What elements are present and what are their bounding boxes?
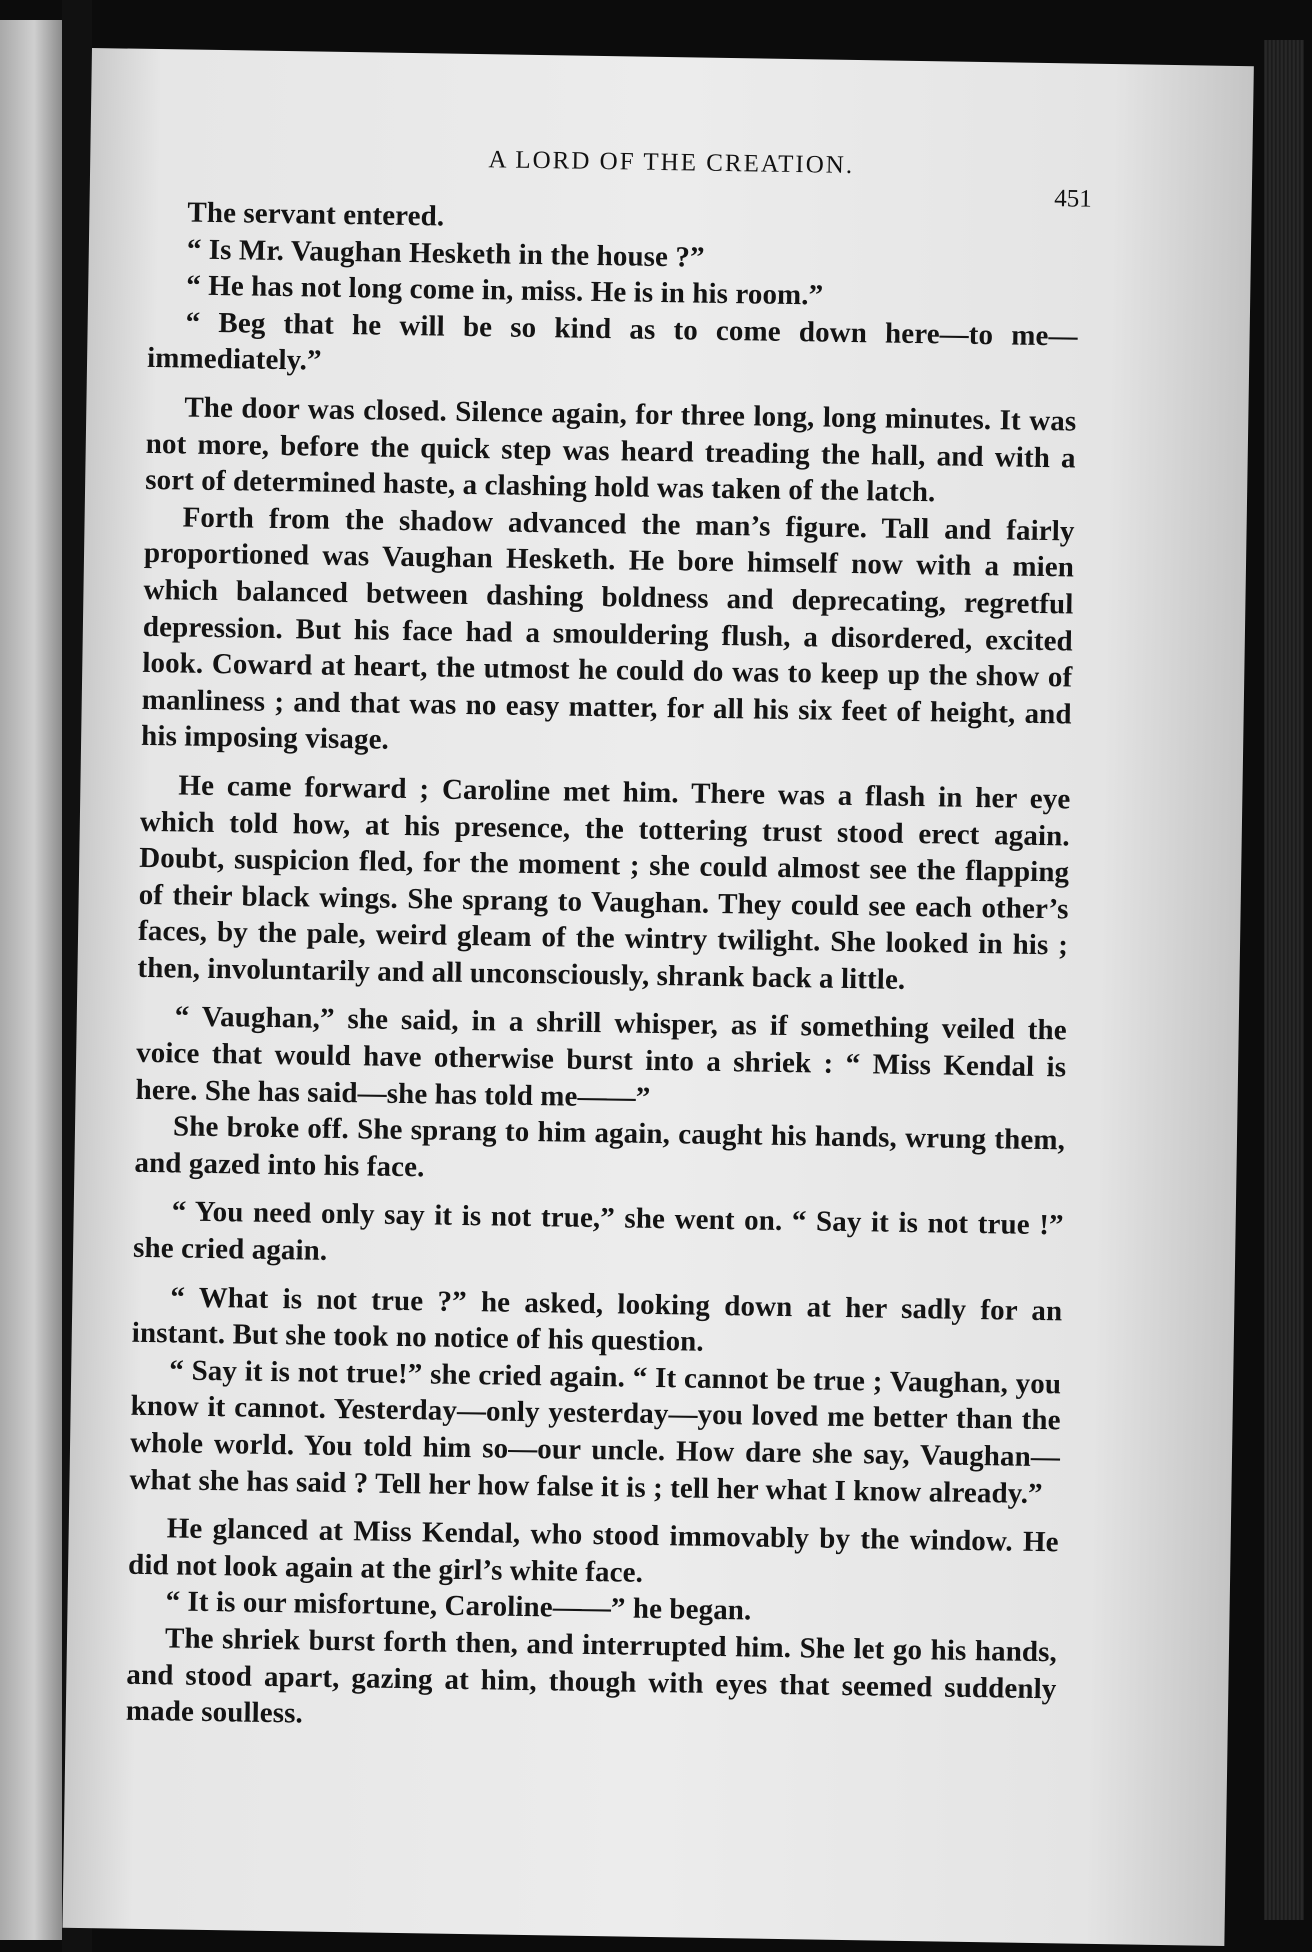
paragraph: Forth from the shadow advanced the man’s figure. Tall and fairly proportioned was Vaughan Hesketh. He bore himself now with a mien which balanced between dashing boldness and deprecating, regretful depression. But his face had a smouldering flush, a disordered, excited look. Coward at heart, the utmost he could do was to keep up the show of manliness ; and that was no easy matter, for all his six feet of height, and his imposing visage. bbox=[140, 501, 1075, 757]
facing-page-edge bbox=[0, 20, 62, 1940]
page-number: 451 bbox=[1054, 185, 1092, 213]
paragraph: The door was closed. Silence again, for three long, long minutes. It was not more, before the quick step was heard treading the hall, and with a sort of determined haste, a clashing hold was taken of the latch. bbox=[144, 391, 1077, 509]
paragraph: He came forward ; Caroline met him. There was a flash in her eye which told how, at his presence, the tottering trust stood erect again. Doubt, suspicion fled, for the moment ; she could almost see the flapping of their black wings. She sprang to Vaughan. They could see each other’s faces, by the pale, weird gleam of the wintry twilight. She looked in his ; then, involuntarily and all unconsciously, shrank back a little. bbox=[137, 769, 1071, 996]
book-page bbox=[62, 48, 1253, 1946]
paragraph: “ Beg that he will be so kind as to come down here—to me—immediately.” bbox=[146, 306, 1078, 378]
paragraph: The servant entered. bbox=[187, 196, 445, 233]
page-header bbox=[91, 140, 1253, 213]
paragraph: He glanced at Miss Kendal, who stood immovably by the window. He did not look again at the girl’s white face. bbox=[127, 1512, 1059, 1589]
page-block-edges bbox=[1264, 40, 1304, 1920]
paragraph: “ You need only say it is not true,” she went on. “ Say it is not true !” she cried again. bbox=[132, 1195, 1064, 1267]
paragraph: “ He has not long come in, miss. He is in his room.” bbox=[186, 269, 824, 312]
paragraph: “ Vaughan,” she said, in a shrill whisper, as if something veiled the voice that would have otherwise burst into a shriek : “ Miss Kendal is here. She has said—she has told me——” bbox=[135, 1000, 1067, 1114]
paragraph: “ What is not true ?” he asked, looking down at her sadly for an instant. But she took no notice of his question. bbox=[131, 1281, 1063, 1358]
paragraph: “ Is Mr. Vaughan Hesketh in the house ?” bbox=[186, 233, 705, 274]
running-head: A LORD OF THE CREATION. bbox=[488, 146, 855, 179]
paragraph: “ Say it is not true!” she cried again. “ It cannot be true ; Vaughan, you know it cannot. Yesterday—only yesterday—you loved me better than the whole world. You told him so—our uncle. How dare she say, Vaughan—what she has said ? Tell her how false it is ; tell her what I know already.” bbox=[129, 1354, 1062, 1510]
paragraph: The shriek burst forth then, and interrupted him. She let go his hands, and stood apart, gazing at him, though with eyes that seemed suddenly made soulless. bbox=[125, 1622, 1058, 1730]
paragraph: She broke off. She sprang to him again, caught his hands, wrung them, and gazed into his face. bbox=[134, 1110, 1066, 1184]
paragraph: “ It is our misfortune, Caroline——” he began. bbox=[165, 1585, 752, 1627]
body-text bbox=[126, 194, 1080, 1744]
